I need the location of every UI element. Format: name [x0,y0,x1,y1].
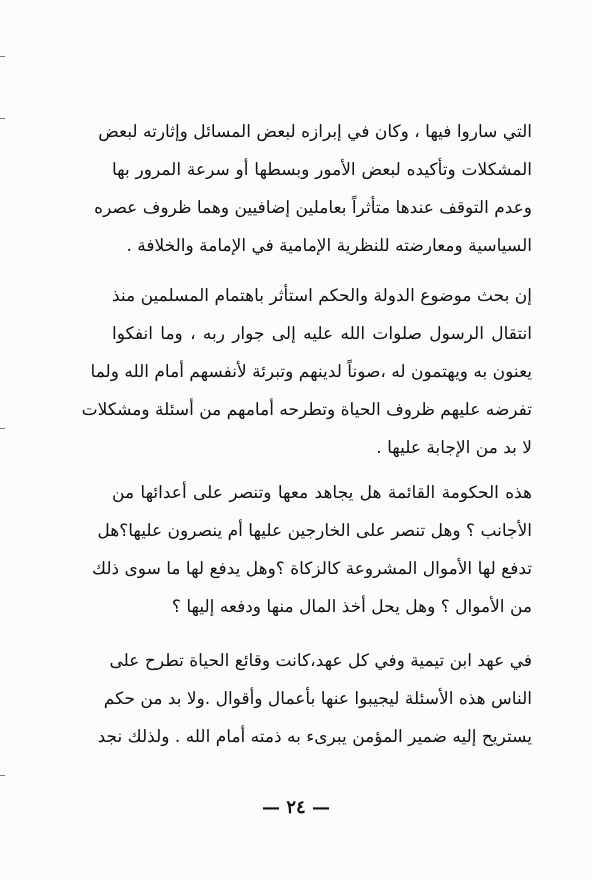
margin-mark [0,775,5,776]
margin-mark [0,428,5,429]
text-line: الناس هذه الأسئلة ليجيبوا عنها بأعمال وأقوال .ولا بد من حكم [103,689,532,709]
paragraph-4 [97,651,532,767]
text-line: هذه الحكومة القائمة هل يجاهد معها وتنصر على أعدائها من [112,483,532,503]
text-line: المشكلات وتأكيده لبعض الأمور وبسطها أو سرعة المرور بها [112,160,532,180]
page-number: — ٢٤ — [262,797,330,818]
text-line: لا بد من الإجابة عليها . [376,438,532,458]
margin-mark [0,118,5,119]
text-line: الأجانب ؟ وهل تنصر على الخارجين عليها أم ينصرون عليها؟هل [97,521,532,541]
paragraph-1 [94,122,532,276]
text-line: انتقال الرسول صلوات الله عليه إلى جوار ربه ، وما انفكوا [112,324,532,344]
text-line: السياسية ومعارضته للنظرية الإمامية في الإمامة والخلافة . [126,236,532,256]
text-line: يعنون به ويهتمون له ،صوناً لدينهم وتبرئة لأنفسهم أمام الله ولما [90,362,532,382]
text-line: إن بحث موضوع الدولة والحكم استأثر باهتمام المسلمين منذ [112,286,532,306]
text-line: التي ساروا فيها ، وكان في إبرازه لبعض المسائل وإثارته لبعض [98,122,532,142]
text-line: يستريح إليه ضمير المؤمن يبرىء به ذمته أمام الله . ولذلك نجد [97,727,532,747]
text-line: تدفع لها الأموال المشروعة كالزكاة ؟وهل يدفع لها ما سوى ذلك [92,559,532,579]
text-line: من الأموال ؟ وهل يحل أخذ المال منها ودفعه إليها ؟ [171,597,532,617]
text-line: في عهد ابن تيمية وفي كل عهد،كانت وقائع الحياة تطرح على [109,651,532,671]
text-line: وعدم التوقف عندها متأثراً بعاملين إضافيين وهما ظروف عصره [94,198,532,218]
paragraph-2 [81,286,532,478]
margin-mark [0,56,5,57]
paragraph-3 [92,483,532,637]
text-line: تفرضه عليهم ظروف الحياة وتطرحه أمامهم من أسئلة ومشكلات [81,400,532,420]
